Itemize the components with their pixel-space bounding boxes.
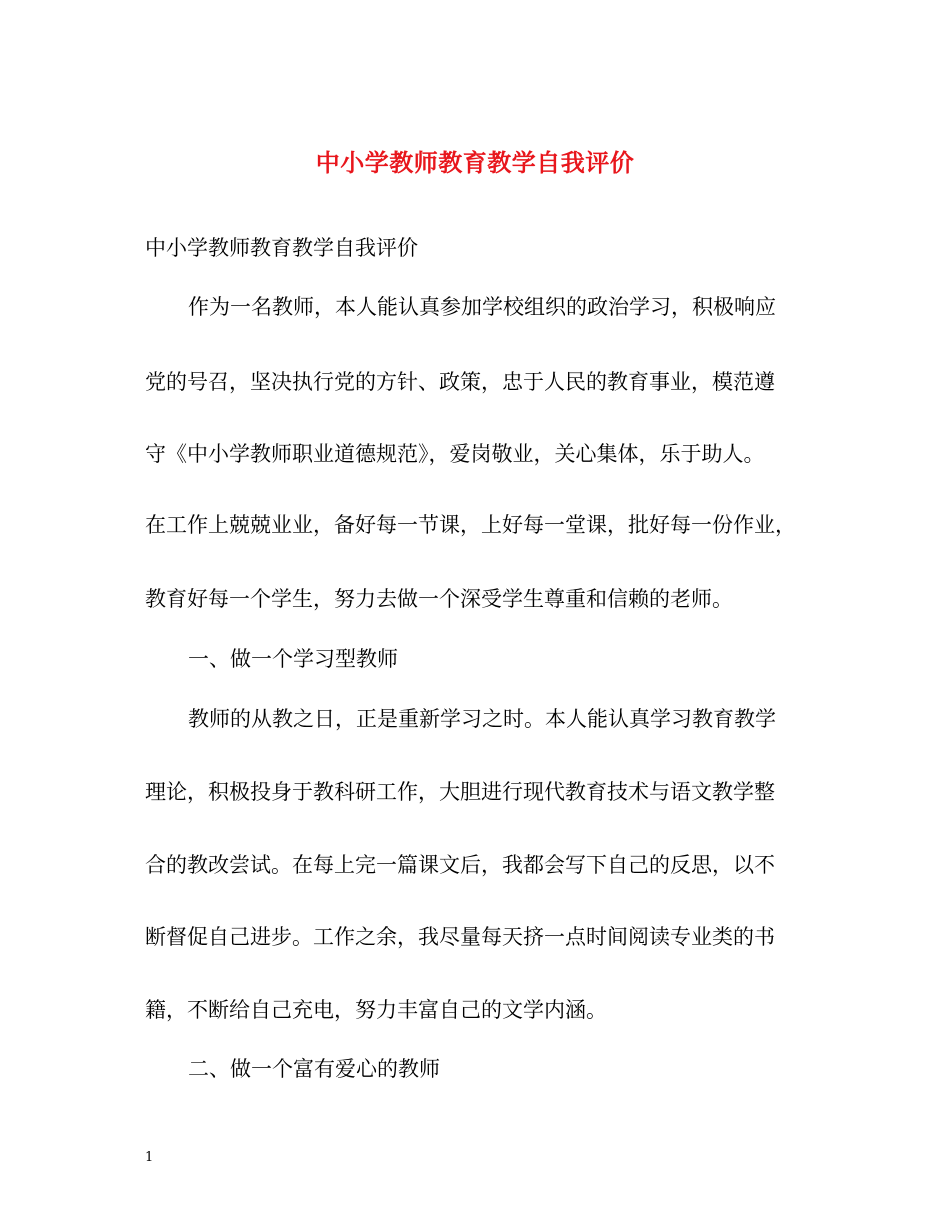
paragraph-line: 党的号召，坚决执行党的方针、政策，忠于人民的教育事业，模范遵 (145, 370, 775, 394)
paragraph-line: 籍，不断给自己充电，努力丰富自己的文学内涵。 (145, 998, 607, 1022)
paragraph-line: 教师的从教之日，正是重新学习之时。本人能认真学习教育教学 (188, 707, 776, 731)
section-heading: 一、做一个学习型教师 (188, 647, 398, 671)
subtitle-line: 中小学教师教育教学自我评价 (145, 236, 418, 260)
paragraph-line: 合的教改尝试。在每上完一篇课文后，我都会写下自己的反思，以不 (145, 853, 775, 877)
paragraph-line: 理论，积极投身于教科研工作，大胆进行现代教育技术与语文教学整 (145, 780, 775, 804)
paragraph-line: 作为一名教师，本人能认真参加学校组织的政治学习，积极响应 (188, 295, 776, 319)
page-number: 1 (145, 1150, 154, 1165)
document-title: 中小学教师教育教学自我评价 (315, 148, 635, 177)
paragraph-line: 断督促自己进步。工作之余，我尽量每天挤一点时间阅读专业类的书 (145, 925, 775, 949)
paragraph-line: 在工作上兢兢业业，备好每一节课，上好每一堂课，批好每一份作业， (145, 513, 796, 537)
section-heading: 二、做一个富有爱心的教师 (188, 1057, 440, 1081)
paragraph-line: 教育好每一个学生，努力去做一个深受学生尊重和信赖的老师。 (145, 587, 733, 611)
paragraph-line: 守《中小学教师职业道德规范》，爱岗敬业，关心集体，乐于助人。 (145, 442, 765, 466)
